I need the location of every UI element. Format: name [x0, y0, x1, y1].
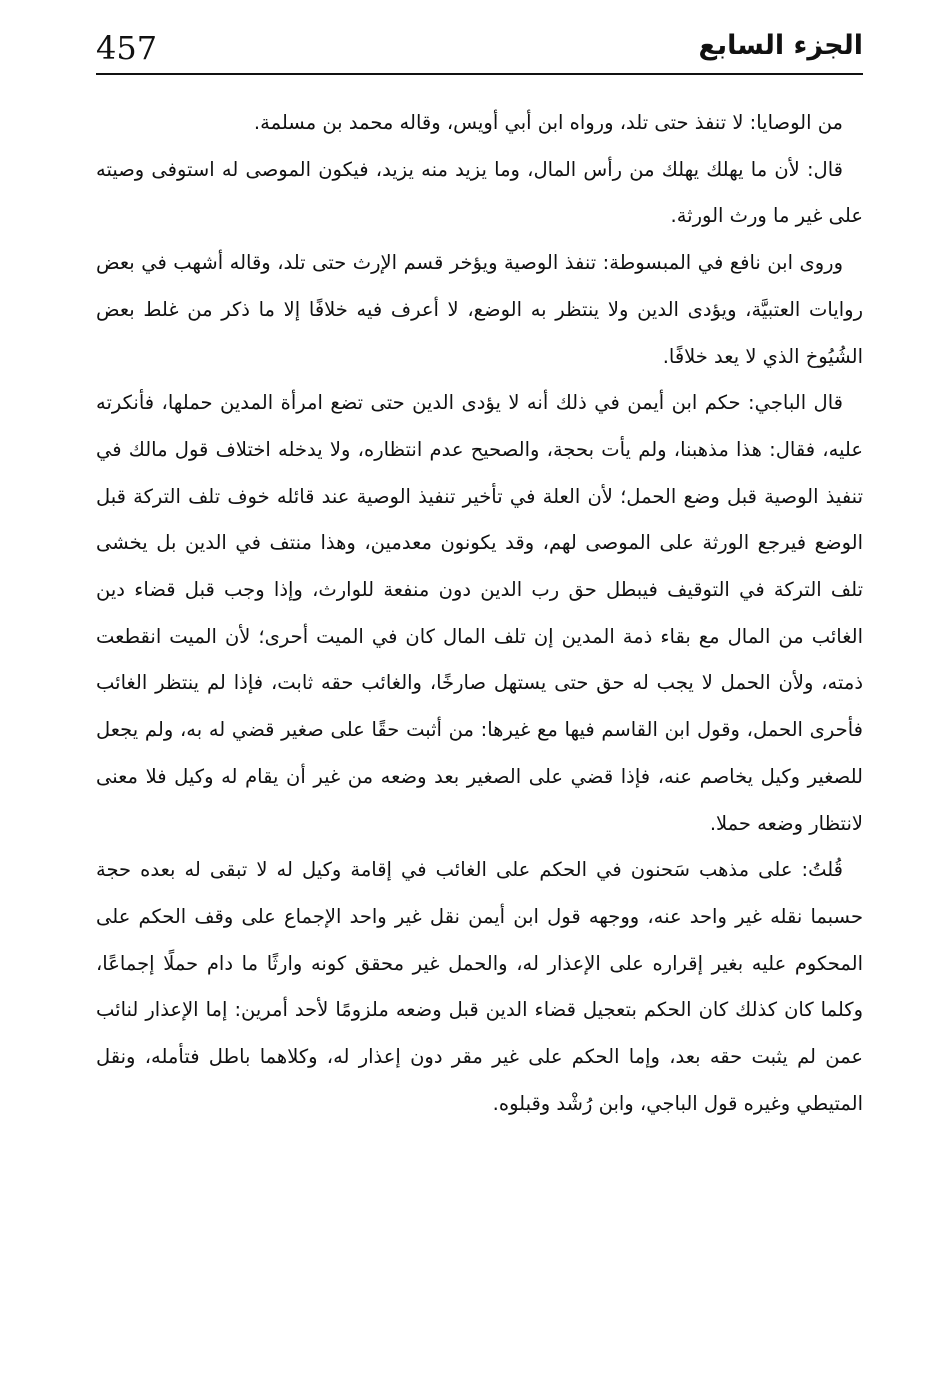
page-number: 457: [96, 29, 158, 67]
paragraph: قال الباجي: حكم ابن أيمن في ذلك أنه لا يؤدى الدين حتى تضع امرأة المدين حملها، فأنكرته عليه، فقال: هذا مذهبنا، ولم يأت بحجة، والصحيح عدم انتظاره، ولا يدخله اختلاف قول مالك في تنفيذ الوصية قبل وضع الحمل؛ لأن العلة في تأخير تنفيذ الوصية عند قائله خوف تلف التركة قبل الوضع فيرجع الورثة على الموصى لهم، وقد يكونون معدمين، وهذا منتف في الدين بل يخشى تلف التركة في التوقيف فيبطل حق رب الدين دون منفعة للوارث، وإذا وجب قبل قضاء دين الغائب من المال مع بقاء ذمة المدين إن تلف المال كان في الميت أحرى؛ لأن الميت انقطعت ذمته، ولأن الحمل لا يجب له حق حتى يستهل صارخًا، والغائب حقه ثابت، فإذا لم ينتظر الغائب فأحرى الحمل، وقول ابن القاسم فيها مع غيرها: من أثبت حقًا على صغير قضي له به، ولم يجعل للصغير وكيل يخاصم عنه، فإذا قضي على الصغير بعد وضعه من غير أن يقام له وكيل فلا معنى لانتظار وضعه حملا.: [96, 391, 863, 835]
paragraph: قال: لأن ما يهلك يهلك من رأس المال، وما يزيد منه يزيد، فيكون الموصى له استوفى وصيته على غير ما ورث الورثة.: [96, 157, 863, 228]
main-text: [96, 100, 863, 1127]
header-rule: [96, 73, 863, 75]
page-header: [96, 24, 863, 72]
paragraph: قُلتُ: على مذهب سَحنون في الحكم على الغائب في إقامة وكيل له لا تبقى له بعده حجة حسبما نقله غير واحد عنه، ووجهه قول ابن أيمن نقل غير واحد الإجماع على وقف الحكم على المحكوم عليه بغير إقراره على الإعذار له، والحمل غير محقق كونه وارثًا ما دام حملًا إجماعًا، وكلما كان كذلك كان الحكم بتعجيل قضاء الدين قبل وضعه ملزومًا لأحد أمرين: إما الإعذار لنائب عمن لم يثبت حقه بعد، وإما الحكم على غير مقر دون إعذار له، وكلاهما باطل فتأمله، ونقل المتيطي وغيره قول الباجي، وابن رُشْد وقبلوه.: [96, 858, 863, 1115]
paragraph: من الوصايا: لا تنفذ حتى تلد، ورواه ابن أبي أويس، وقاله محمد بن مسلمة.: [253, 111, 843, 134]
paragraph: وروى ابن نافع في المبسوطة: تنفذ الوصية ويؤخر قسم الإرث حتى تلد، وقاله أشهب في بعض روايات العتبيَّة، ويؤدى الدين ولا ينتظر به الوضع، لا أعرف فيه خلافًا إلا ما ذكر من غلط بعض الشُيُوخ الذي لا يعد خلافًا.: [96, 251, 863, 368]
running-head: الجزء السابع: [698, 30, 863, 61]
